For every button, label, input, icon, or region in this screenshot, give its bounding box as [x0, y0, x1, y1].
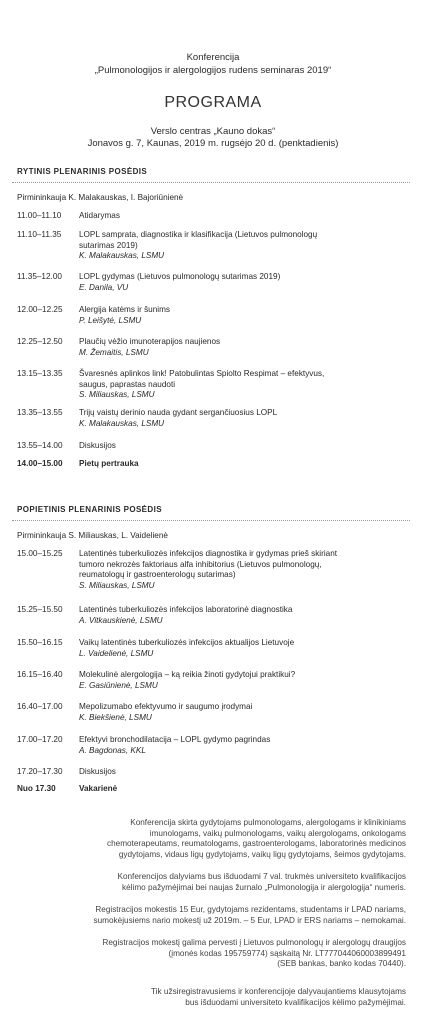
- morning-session-chairs: Pirmininkauja K. Malakauskas, I. Bajoriūnienė: [17, 193, 184, 202]
- footer-line: gydytojams, vidaus ligų gydytojams, vaikų ligų gydytojams, šeimos gydytojams.: [118, 849, 406, 859]
- schedule-time: 13.15–13.35: [17, 369, 63, 378]
- schedule-time: 11.35–12.00: [17, 272, 62, 281]
- schedule-time: 15.25–15.50: [17, 605, 63, 614]
- topic-line: LOPL gydymas (Lietuvos pulmonologų sutarimas 2019): [79, 272, 281, 281]
- topic-line: Latentinės tuberkuliozės infekcijos laboratorinė diagnostika: [79, 605, 293, 614]
- topic-line: Alergija katėms ir šunims: [79, 305, 170, 314]
- topic-line: Latentinės tuberkuliozės infekcijos diagnostika ir gydymas prieš skiriant: [79, 549, 338, 558]
- schedule-time: 13.35–13.55: [17, 408, 63, 417]
- schedule-time: 17.00–17.20: [17, 735, 63, 744]
- schedule-time: 11.10–11.35: [17, 230, 62, 239]
- topic-line: tumoro nekrozės faktoriaus alfa inhibitorius (Lietuvos pulmonologų,: [79, 559, 322, 569]
- footer-line: Tik užsiregistravusiems ir konferencijoje dalyvaujantiems klausytojams: [151, 987, 406, 996]
- schedule-topic: [79, 459, 413, 470]
- schedule-time: 16.15–16.40: [17, 670, 63, 679]
- schedule-time: 13.55–14.00: [17, 441, 63, 450]
- topic-line: Švaresnės aplinkos link! Patobulintas Spiolto Respimat – efektyvus,: [79, 369, 325, 378]
- schedule-topic: [79, 211, 413, 222]
- topic-line: Atidarymas: [79, 211, 120, 220]
- footer-line: sumokėjusiems nario mokestį už 2019m. – 5 Eur, LPAD ir ERS nariams – nemokamai.: [93, 915, 406, 925]
- topic-line: sutarimas 2019): [79, 240, 138, 250]
- footer-paragraph: [24, 872, 406, 893]
- speaker: P. Leišytė, LSMU: [79, 315, 142, 325]
- schedule-topic: [79, 230, 413, 262]
- schedule-time: 12.25–12.50: [17, 337, 63, 346]
- schedule-topic: [79, 784, 413, 795]
- topic-line: Pietų pertrauka: [79, 459, 139, 468]
- footer-line: imunologams, vaikų pulmonologams, vaikų alergologams, onkologams: [149, 828, 406, 838]
- footer-line: Konferencija skirta gydytojams pulmonologams, alergologams ir klinikiniams: [130, 818, 406, 827]
- schedule-topic: [79, 767, 413, 778]
- schedule-time: 16.40–17.00: [17, 702, 63, 711]
- schedule-time: 15.00–15.25: [17, 549, 63, 558]
- speaker: K. Malakauskas, LSMU: [79, 418, 165, 428]
- speaker: M. Žemaitis, LSMU: [79, 347, 149, 357]
- topic-line: Vaikų latentinės tuberkuliozės infekcijos aktualijos Lietuvoje: [79, 638, 295, 647]
- footer-line: Konferencijos dalyviams bus išduodami 7 val. trukmės universiteto kvalifikacijos: [117, 872, 406, 881]
- topic-line: Trijų vaistų derinio nauda gydant sergančiuosius LOPL: [79, 408, 278, 417]
- footer-line: kėlimo pažymėjimai bei naujas žurnalo „Pulmonologija ir alergologija“ numeris.: [122, 882, 406, 892]
- speaker: A. Vitkauskienė, LSMU: [79, 615, 163, 625]
- schedule-topic: [79, 735, 413, 756]
- schedule-topic: [79, 305, 413, 326]
- speaker: K. Malakauskas, LSMU: [79, 251, 165, 261]
- footer-paragraph: [24, 987, 406, 1008]
- afternoon-session-chairs: Pirmininkauja S. Miliauskas, L. Vaidelienė: [17, 531, 168, 540]
- address-date: Jonavos g. 7, Kaunas, 2019 m. rugsėjo 20 d. (penktadienis): [87, 138, 339, 149]
- speaker: E. Gasiūnienė, LSMU: [79, 680, 158, 690]
- topic-line: Plaučių vėžio imunoterapijos naujienos: [79, 337, 221, 346]
- footer-line: Registracijos mokestis 15 Eur, gydytojams rezidentams, studentams ir LPAD nariams,: [95, 905, 406, 914]
- topic-line: Diskusijos: [79, 441, 116, 450]
- afternoon-session-title: POPIETINIS PLENARINIS POSĖDIS: [17, 505, 162, 514]
- schedule-topic: [79, 441, 413, 452]
- schedule-time: 17.20–17.30: [17, 767, 63, 776]
- schedule-topic: [79, 408, 413, 429]
- schedule-topic: [79, 670, 413, 691]
- speaker: S. Miliauskas, LSMU: [79, 580, 155, 590]
- speaker: A. Bagdonas, KKL: [79, 745, 146, 755]
- topic-line: LOPL samprata, diagnostika ir klasifikacija (Lietuvos pulmonologų: [79, 230, 318, 239]
- schedule-topic: [79, 272, 413, 293]
- footer-line: chemoterapeutams, reumatologams, gastroenterologams, laboratorinės medicinos: [107, 839, 406, 849]
- footer-line: Registracijos mokestį galima pervesti į Lietuvos pulmonologų ir alergologų draugijos: [102, 938, 406, 947]
- schedule-time: 15.50–16.15: [17, 638, 63, 647]
- schedule-topic: [79, 638, 413, 659]
- schedule-time: 14.00–15.00: [17, 459, 63, 468]
- footer-line: (SEB bankas, banko kodas 70440).: [277, 959, 406, 969]
- topic-line: saugus, paprastas naudoti: [79, 379, 176, 389]
- schedule-time: 12.00–12.25: [17, 305, 63, 314]
- program-heading: PROGRAMA: [164, 94, 262, 111]
- footer-line: (įmonės kodas 195759774) sąskaitą Nr. LT777044060003899491: [168, 948, 406, 958]
- divider: [12, 182, 410, 183]
- schedule-time: Nuo 17.30: [17, 784, 56, 793]
- topic-line: reumatologų ir gastroenterologų sutarimas): [79, 570, 236, 580]
- conference-title: „Pulmonologijos ir alergologijos rudens seminaras 2019“: [94, 65, 332, 76]
- conference-label: Konferencija: [186, 52, 240, 63]
- speaker: K. Biekšienė, LSMU: [79, 712, 152, 722]
- speaker: E. Danila, VU: [79, 282, 129, 292]
- venue: Verslo centras „Kauno dokas“: [150, 126, 276, 137]
- schedule-topic: [79, 702, 413, 723]
- footer-line: bus išduodami universiteto kvalifikacijos kėlimo pažymėjimai.: [185, 997, 406, 1007]
- footer-paragraph: [24, 818, 406, 860]
- speaker: L. Vaidelienė, LSMU: [79, 648, 154, 658]
- speaker: S. Miliauskas, LSMU: [79, 390, 155, 400]
- morning-session-title: RYTINIS PLENARINIS POSĖDIS: [17, 167, 148, 176]
- footer-paragraph: [24, 938, 406, 970]
- schedule-topic: [79, 605, 413, 626]
- schedule-topic: [79, 369, 413, 401]
- topic-line: Molekulinė alergologija – ką reikia žinoti gydytojui praktikui?: [79, 670, 296, 679]
- schedule-topic: [79, 337, 413, 358]
- schedule-time: 11.00–11.10: [17, 211, 62, 220]
- schedule-topic: [79, 549, 413, 591]
- topic-line: Diskusijos: [79, 767, 116, 776]
- topic-line: Mepolizumabo efektyvumo ir saugumo įrodymai: [79, 702, 253, 711]
- topic-line: Vakarienė: [79, 784, 118, 793]
- divider: [12, 520, 410, 521]
- footer-paragraph: [24, 905, 406, 926]
- topic-line: Efektyvi bronchodilatacija – LOPL gydymo pagrindas: [79, 735, 271, 744]
